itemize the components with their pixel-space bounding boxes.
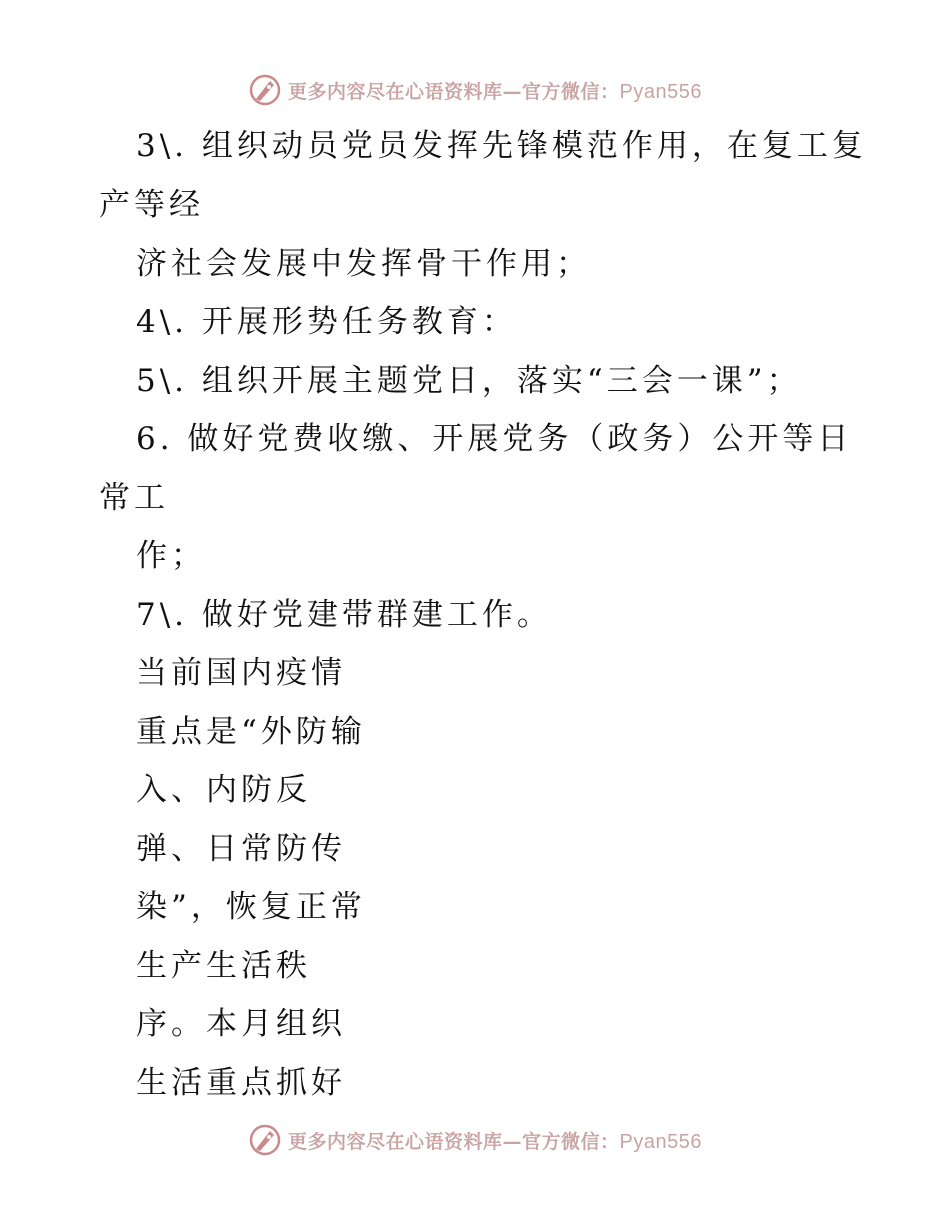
text-line: 生活重点抓好 xyxy=(136,1065,346,1101)
text-line: 6. 做好党费收缴、开展党务（政务）公开等日 xyxy=(136,421,853,457)
text-line: 3\. 组织动员党员发挥先锋模范作用，在复工复 xyxy=(136,128,867,164)
text-line: 4\. 开展形势任务教育： xyxy=(136,304,517,340)
text-line: 7\. 做好党建带群建工作。 xyxy=(136,597,552,633)
text-line: 当前国内疫情 xyxy=(136,655,346,691)
watermark-text: 更多内容尽在心语资料库—官方微信：Pyan556 xyxy=(288,1130,702,1153)
text-line: 染”，恢复正常 xyxy=(136,889,366,925)
text-line: 作； xyxy=(136,538,206,574)
text-line: 弹、日常防传 xyxy=(136,831,346,867)
text-line: 重点是“外防输 xyxy=(136,714,366,750)
footer-watermark xyxy=(0,1120,950,1160)
text-line: 入、内防反 xyxy=(136,772,311,808)
text-line: 常工 xyxy=(99,480,169,516)
text-line: 济社会发展中发挥骨干作用； xyxy=(136,246,591,282)
text-line: 5\. 组织开展主题党日，落实“三会一课”； xyxy=(136,363,802,399)
pen-nib-seal-icon xyxy=(248,1123,282,1157)
text-line: 序。本月组织 xyxy=(136,1006,346,1042)
header-watermark xyxy=(0,70,950,110)
text-line: 生产生活秩 xyxy=(136,948,311,984)
watermark-text: 更多内容尽在心语资料库—官方微信：Pyan556 xyxy=(288,80,702,103)
pen-nib-seal-icon xyxy=(248,73,282,107)
text-line: 产等经 xyxy=(99,187,204,223)
